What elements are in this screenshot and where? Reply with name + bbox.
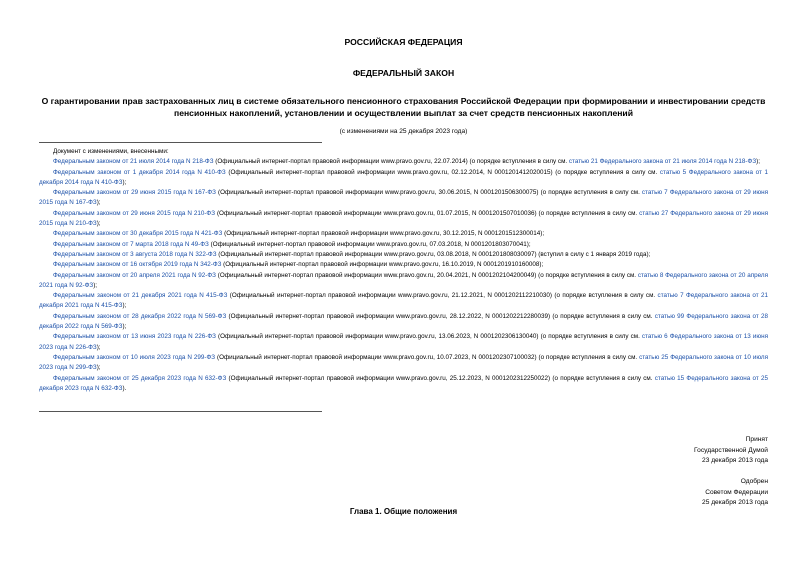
amendment-text: (Официальный интернет-портал правовой информации www.pravo.gov.ru, 21.12.2021, N 0001202112210030) (о порядке вступления в силу см. xyxy=(227,292,658,300)
amendment-end: ); xyxy=(93,281,98,289)
amendment-item xyxy=(39,312,768,333)
amendment-article-link[interactable]: статью 25 Федерального закона от 10 июля 2023 года N 299-ФЗ xyxy=(39,353,769,372)
amendment-text: (Официальный интернет-портал правовой информации www.pravo.gov.ru, 16.10.2019, N 0001201910160008); xyxy=(221,261,544,269)
amendment-law-link[interactable]: Федеральным законом от 25 декабря 2023 года N 632-ФЗ xyxy=(53,374,227,382)
amendment-end: ). xyxy=(122,384,127,392)
amendment-end: ); xyxy=(96,199,101,207)
country-heading: РОССИЙСКАЯ ФЕДЕРАЦИЯ xyxy=(344,37,463,47)
amendment-article-link[interactable]: статью 99 Федерального закона от 28 декабря 2022 года N 569-ФЗ xyxy=(39,312,768,331)
amendment-text: (Официальный интернет-портал правовой информации www.pravo.gov.ru, 07.03.2018, N 0001201803070041); xyxy=(208,240,531,248)
adoption-accepted xyxy=(694,435,768,467)
amendment-item xyxy=(39,157,768,167)
approved-body: Советом Федерации xyxy=(705,488,768,496)
amendment-law-link[interactable]: Федеральным законом от 7 марта 2018 года N 49-ФЗ xyxy=(53,240,209,248)
amendment-article-link[interactable]: статью 8 Федерального закона от 20 апреля 2021 года N 92-ФЗ xyxy=(39,271,768,289)
amendment-text: (Официальный интернет-портал правовой информации www.pravo.gov.ru, 30.12.2015, N 0001201512300014); xyxy=(222,230,545,238)
amendment-text: (Официальный интернет-портал правовой информации www.pravo.gov.ru, 10.07.2023, N 0001202307100032) (о порядке вступления в силу см. xyxy=(215,353,640,361)
divider-top xyxy=(39,142,322,143)
amendment-end: ); xyxy=(756,158,760,166)
amendment-article-link[interactable]: статью 27 Федерального закона от 29 июня 2015 года N 210-ФЗ xyxy=(39,209,769,228)
amendment-law-link[interactable]: Федеральным законом от 29 июня 2015 года N 210-ФЗ xyxy=(53,209,216,217)
amendment-item xyxy=(39,250,768,260)
amendment-article-link[interactable]: статью 15 Федерального закона от 25 декабря 2023 года N 632-ФЗ xyxy=(39,374,768,392)
amendment-item xyxy=(39,188,768,209)
amendment-text: (Официальный интернет-портал правовой информации www.pravo.gov.ru, 30.06.2015, N 0001201506300075) (о порядке вступления в силу см. xyxy=(215,189,642,197)
amendment-item xyxy=(39,229,768,239)
amendment-article-link[interactable]: статью 6 Федерального закона от 13 июня 2023 года N 226-ФЗ xyxy=(39,333,769,351)
amendment-item xyxy=(39,332,768,353)
amendment-text: (Официальный интернет-портал правовой информации www.pravo.gov.ru, 02.12.2014, N 0001201412020015) (о порядке вступления в силу см. xyxy=(225,168,660,176)
amendment-article-link[interactable]: статью 7 Федерального закона от 21 декабря 2021 года N 415-ФЗ xyxy=(39,292,769,310)
amendment-law-link[interactable]: Федеральным законом от 29 июня 2015 года N 167-ФЗ xyxy=(53,189,216,197)
edition-note: (с изменениями на 25 декабря 2023 года) xyxy=(339,128,468,135)
amendment-law-link[interactable]: Федеральным законом от 16 октября 2019 года N 342-ФЗ xyxy=(53,261,222,269)
amendment-text: (Официальный интернет-портал правовой информации www.pravo.gov.ru, 20.04.2021, N 0001202104200049) (о порядке вступления в силу см. xyxy=(215,271,638,279)
amendment-item xyxy=(39,209,768,230)
amendment-text: (Официальный интернет-портал правовой информации www.pravo.gov.ru, 13.06.2023, N 0001202306130040) (о порядке вступления в силу см. xyxy=(215,333,642,341)
amendment-item xyxy=(39,291,768,312)
amendment-law-link[interactable]: Федеральным законом от 21 декабря 2021 года N 415-ФЗ xyxy=(53,292,228,300)
amendment-law-link[interactable]: Федеральным законом от 30 декабря 2015 года N 421-ФЗ xyxy=(53,230,223,238)
amendment-text: (Официальный интернет-портал правовой информации www.pravo.gov.ru, 28.12.2022, N 0001202212280039) (о порядке вступления в силу см. xyxy=(226,312,655,320)
accepted-date: 23 декабря 2013 года xyxy=(702,457,768,464)
amendment-text: (Официальный интернет-портал правовой информации www.pravo.gov.ru, 22.07.2014) (о порядке вступления в силу см. xyxy=(213,158,569,166)
amendment-item xyxy=(39,168,768,189)
law-title: О гарантировании прав застрахованных лиц в системе обязательного пенсионного страхования Российской Федерации при формировании и инвестировании средств пенсионных накоплений, установлении и осуществлении выплат за счет средств пенсионных накоплений xyxy=(41,96,766,118)
amendment-text: (Официальный интернет-портал правовой информации www.pravo.gov.ru, 01.07.2015, N 0001201507010036) (о порядке вступления в силу см. xyxy=(215,209,640,217)
amendment-end: ); xyxy=(122,178,127,186)
amendment-end: ); xyxy=(122,302,127,310)
amendment-end: ); xyxy=(96,343,101,351)
divider-bottom xyxy=(39,411,322,412)
amendment-end: ); xyxy=(122,323,127,331)
chapter-heading: Глава 1. Общие положения xyxy=(349,507,458,516)
amendment-item xyxy=(39,271,768,292)
amendment-law-link[interactable]: Федеральным законом от 1 декабря 2014 года N 410-ФЗ xyxy=(53,168,226,176)
amendment-article-link[interactable]: статью 21 Федерального закона от 21 июля 2014 года N 218-ФЗ xyxy=(568,158,757,166)
approved-date: 25 декабря 2013 года xyxy=(702,499,768,506)
accepted-body: Государственной Думой xyxy=(694,446,768,454)
approved-label: Одобрен xyxy=(740,478,768,485)
amendments-heading: Документ с изменениями, внесенными: xyxy=(53,148,169,155)
amendment-law-link[interactable]: Федеральным законом от 13 июня 2023 года N 226-ФЗ xyxy=(53,333,216,341)
amendment-law-link[interactable]: Федеральным законом от 28 декабря 2022 года N 569-ФЗ xyxy=(53,312,227,320)
amendment-end: ); xyxy=(96,364,101,372)
amendment-item xyxy=(39,353,768,374)
adoption-approved xyxy=(702,477,768,509)
amendment-end: ); xyxy=(96,220,101,228)
amendment-law-link[interactable]: Федеральным законом от 21 июля 2014 года N 218-ФЗ xyxy=(53,158,214,166)
amendment-item xyxy=(39,240,768,250)
amendment-text: (Официальный интернет-портал правовой информации www.pravo.gov.ru, 03.08.2018, N 0001201808030097) (вступил в силу с 1 января 2019 года); xyxy=(216,250,651,258)
amendment-article-link[interactable]: статью 7 Федерального закона от 29 июня 2015 года N 167-ФЗ xyxy=(39,189,769,207)
amendment-law-link[interactable]: Федеральным законом от 10 июля 2023 года N 299-ФЗ xyxy=(53,353,216,361)
amendment-law-link[interactable]: Федеральным законом от 20 апреля 2021 года N 92-ФЗ xyxy=(53,271,216,279)
amendments-list xyxy=(39,147,768,394)
amendment-text: (Официальный интернет-портал правовой информации www.pravo.gov.ru, 25.12.2023, N 0001202312250022) (о порядке вступления в силу см. xyxy=(226,374,655,382)
amendment-law-link[interactable]: Федеральным законом от 3 августа 2018 года N 322-ФЗ xyxy=(53,250,217,258)
amendment-item xyxy=(39,374,768,395)
accepted-label: Принят xyxy=(745,436,768,443)
amendment-article-link[interactable]: статью 5 Федерального закона от 1 декабря 2014 года N 410-ФЗ xyxy=(39,168,768,186)
amendment-item xyxy=(39,260,768,270)
law-type-heading: ФЕДЕРАЛЬНЫЙ ЗАКОН xyxy=(352,68,455,78)
